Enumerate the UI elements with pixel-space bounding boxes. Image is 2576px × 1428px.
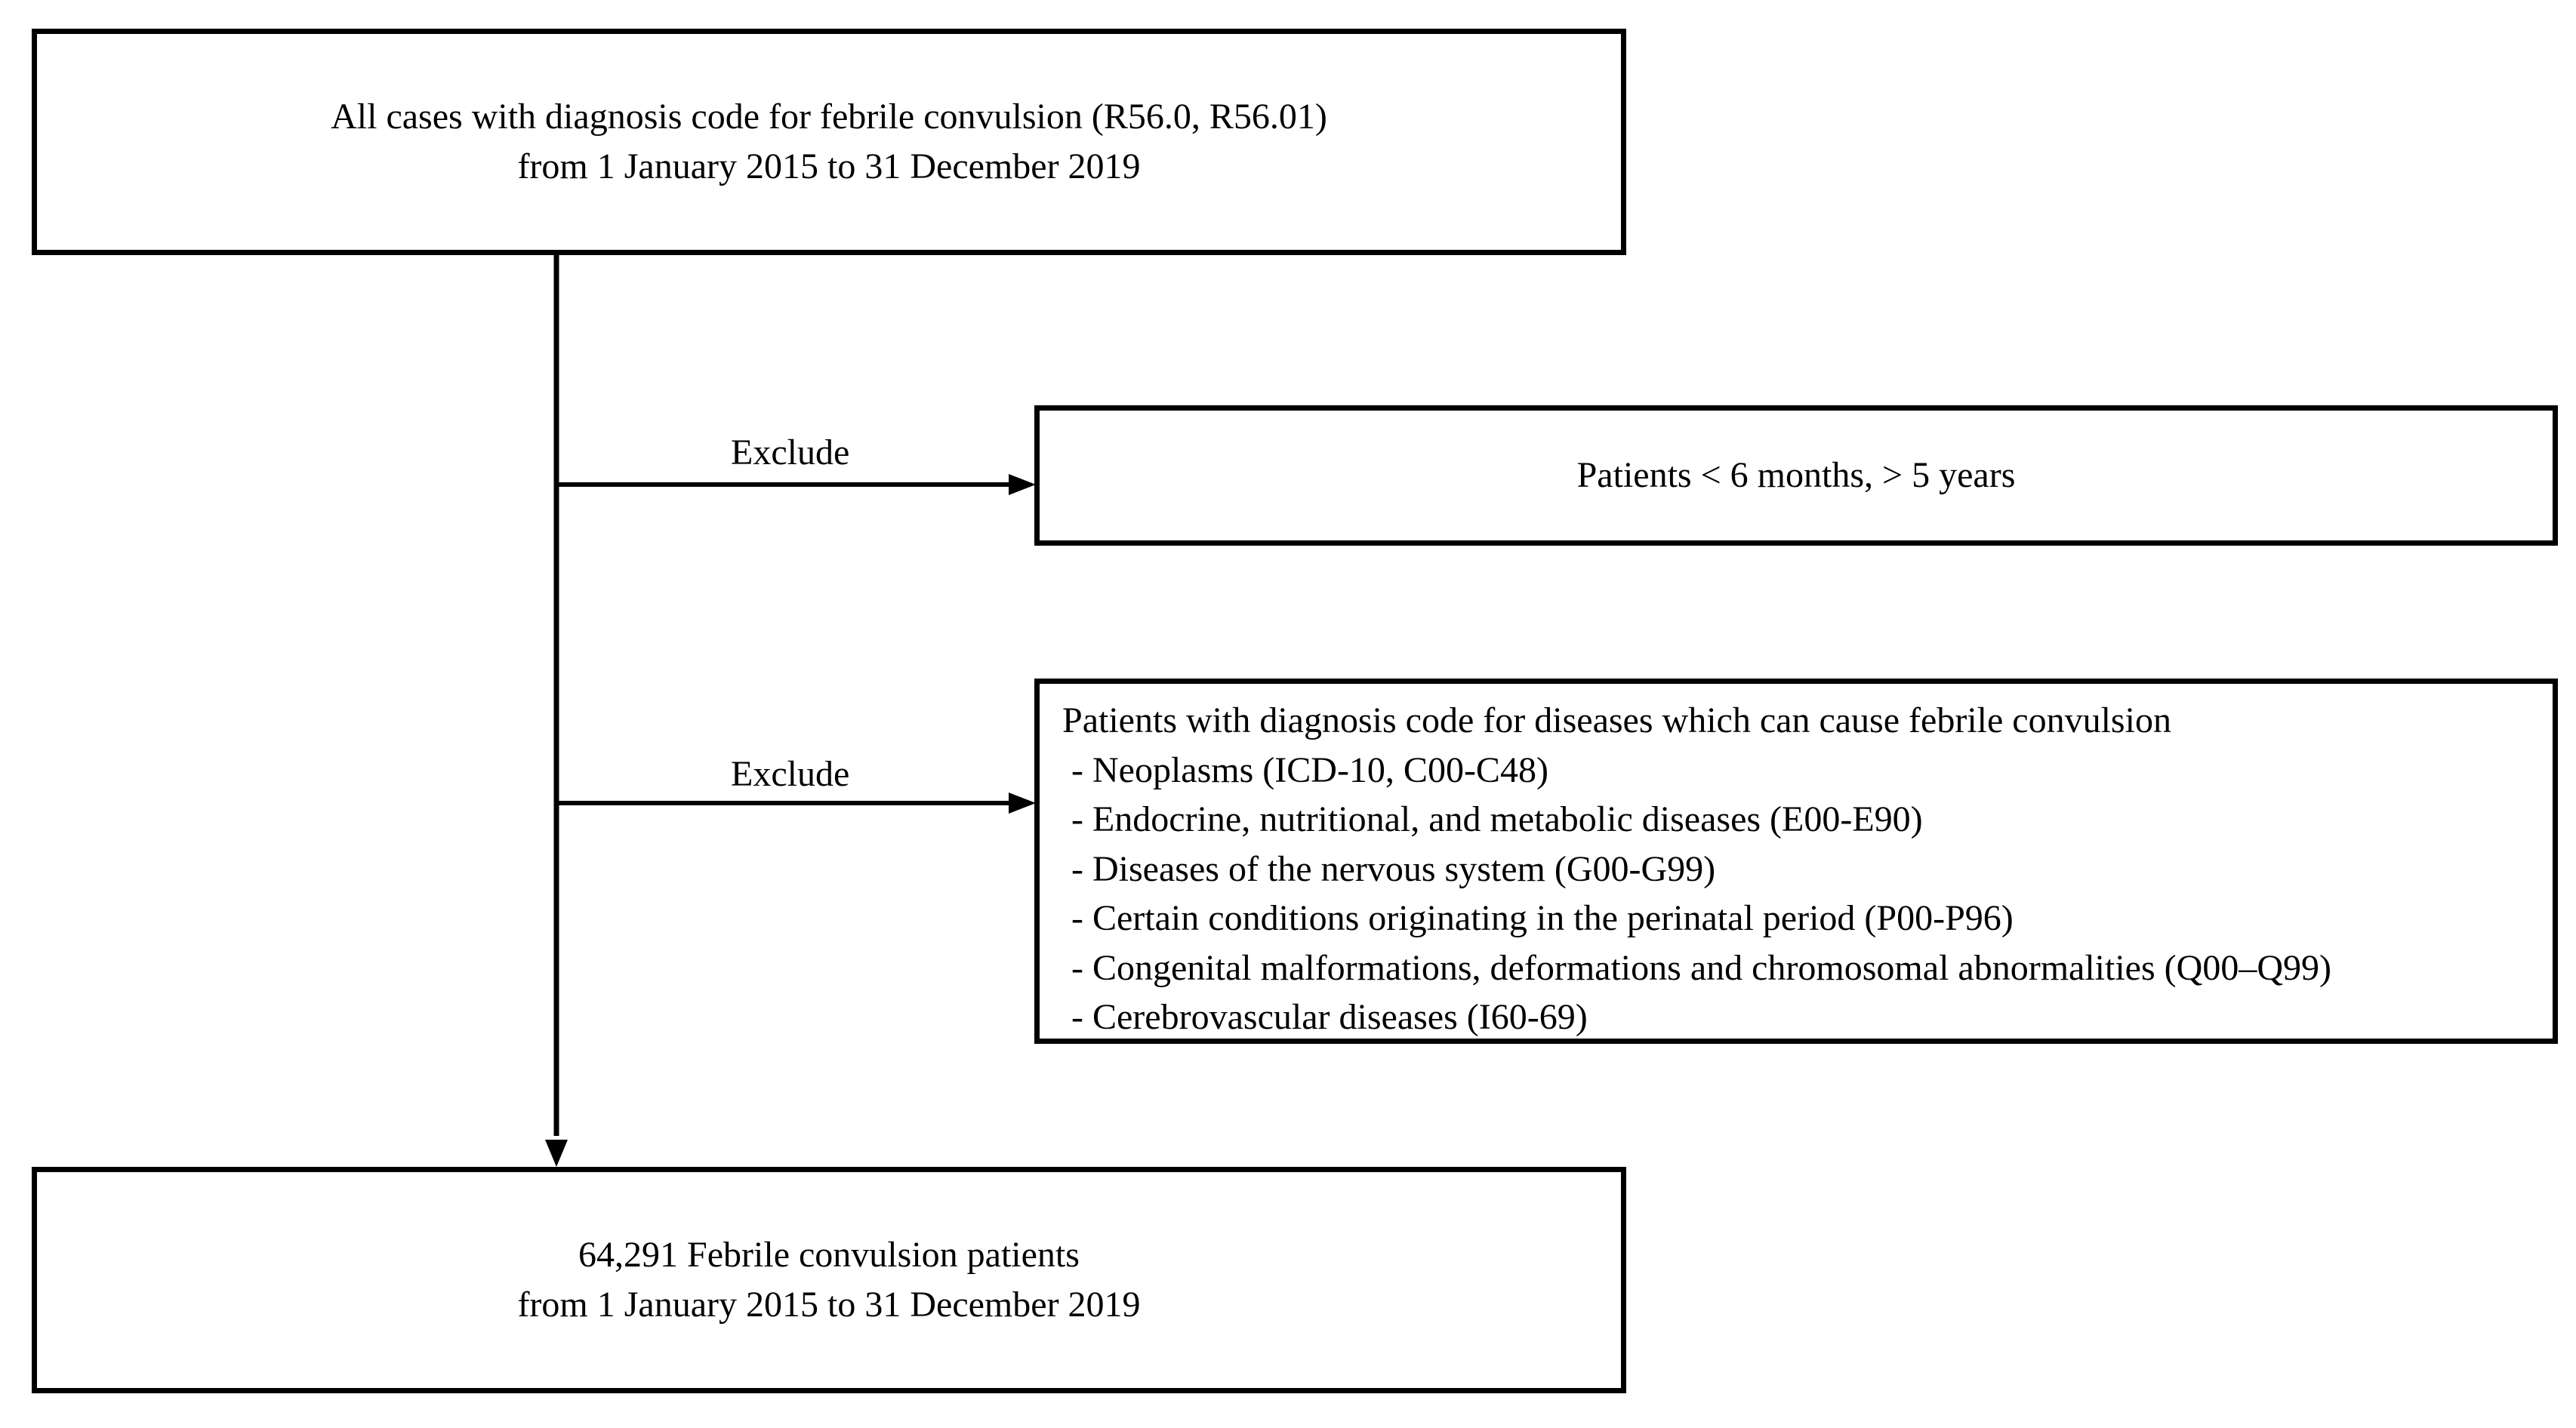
right-arrowhead-2 [1009,792,1036,814]
final-cohort-box [32,1167,1626,1393]
start-box-line-2: from 1 January 2015 to 31 December 2019 [517,146,1141,186]
disease-exclusion-item: - Cerebrovascular diseases (I60-69) [1071,997,1588,1037]
final-cohort-line-2: from 1 January 2015 to 31 December 2019 [517,1285,1141,1325]
disease-exclusion-title: Patients with diagnosis code for diseases which can cause febrile convulsion [1062,700,2171,740]
start-population-box [32,29,1626,255]
disease-exclusion-item: - Neoplasms (ICD-10, C00-C48) [1071,749,1548,790]
disease-exclusion-box [1034,679,2558,1044]
final-cohort-line-1: 64,291 Febrile convulsion patients [578,1235,1080,1275]
start-box-line-1: All cases with diagnosis code for febrile convulsion (R56.0, R56.01) [331,97,1327,137]
right-arrowhead-1 [1009,474,1036,495]
exclude-label-2: Exclude [731,754,850,794]
down-arrowhead [545,1140,568,1167]
disease-exclusion-item: - Diseases of the nervous system (G00-G99) [1071,848,1716,889]
disease-exclusion-item: - Endocrine, nutritional, and metabolic diseases (E00-E90) [1071,799,1923,839]
disease-exclusion-item: - Certain conditions originating in the perinatal period (P00-P96) [1071,898,2014,938]
age-exclusion-box [1034,405,2558,546]
age-exclusion-text: Patients < 6 months, > 5 years [1576,455,2016,495]
exclude-label-1: Exclude [731,432,850,472]
disease-exclusion-item: - Congenital malformations, deformations and chromosomal abnormalities (Q00–Q99) [1071,947,2331,988]
